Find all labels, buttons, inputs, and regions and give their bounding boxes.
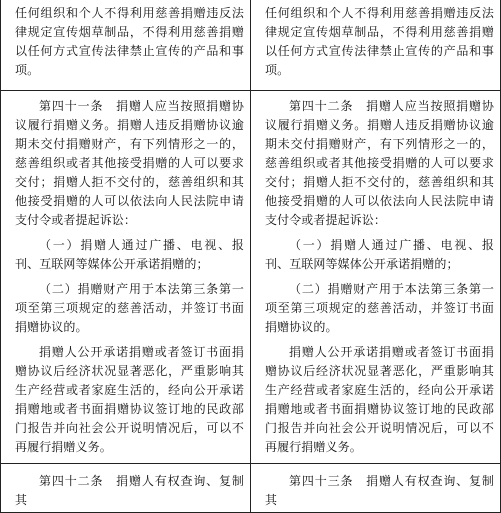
paragraph: 捐赠人公开承诺捐赠或者签订书面捐赠协议后经济状况显著恶化，严重影响其生产经营或者家庭生活的，经向公开承诺捐赠地或者书面捐赠协议签订地的民政部门报告并向社会公开说明情况后，可以不再履行捐赠义务。 (265, 345, 494, 454)
article-paragraph: 第四十二条 捐赠人应当按照捐赠协议履行捐赠义务。捐赠人违反捐赠协议逾期未交付捐赠财产，有下列情形之一的，慈善组织或者其他接受捐赠的人可以要求交付；捐赠人拒不交付的，慈善组织和其他接受捐赠的人可以依法向人民法院申请支付令或者提起诉讼： (265, 99, 494, 227)
old-text-cell (1, 464, 251, 513)
old-text-cell (1, 91, 251, 464)
table-row (1, 0, 501, 91)
article-paragraph: 第四十一条 捐赠人应当按照捐赠协议履行捐赠义务。捐赠人违反捐赠协议逾期未交付捐赠财产，有下列情形之一的，慈善组织或者其他接受捐赠的人可以要求交付；捐赠人拒不交付的，慈善组织和其他接受捐赠的人可以依法向人民法院申请支付令或者提起诉讼： (15, 99, 244, 227)
table-row (1, 91, 501, 464)
list-item: （一）捐赠人通过广播、电视、报刊、互联网等媒体公开承诺捐赠的； (15, 238, 244, 271)
paragraph: 捐赠人公开承诺捐赠或者签订书面捐赠协议后经济状况显著恶化，严重影响其生产经营或者家庭生活的，经向公开承诺捐赠地或者书面捐赠协议签订地的民政部门报告并向社会公开说明情况后，可以不再履行捐赠义务。 (15, 345, 244, 454)
paragraph: 任何组织和个人不得利用慈善捐赠违反法律规定宣传烟草制品，不得利用慈善捐赠以任何方式宣传法律禁止宣传的产品和事项。 (265, 6, 494, 77)
new-text-cell (251, 464, 501, 513)
article-paragraph: 第四十二条 捐赠人有权查询、复制其 (15, 474, 244, 507)
new-text-cell (251, 0, 501, 91)
table-row (1, 464, 501, 513)
article-paragraph: 第四十三条 捐赠人有权查询、复制其 (265, 474, 494, 507)
new-text-cell (251, 91, 501, 464)
list-item: （一）捐赠人通过广播、电视、报刊、互联网等媒体公开承诺捐赠的； (265, 238, 494, 271)
list-item: （二）捐赠财产用于本法第三条第一项至第三项规定的慈善活动，并签订书面捐赠协议的。 (15, 282, 244, 334)
paragraph: 任何组织和个人不得利用慈善捐赠违反法律规定宣传烟草制品，不得利用慈善捐赠以任何方式宣传法律禁止宣传的产品和事项。 (15, 6, 244, 77)
old-text-cell (1, 0, 251, 91)
list-item: （二）捐赠财产用于本法第三条第一项至第三项规定的慈善活动，并签订书面捐赠协议的。 (265, 282, 494, 334)
